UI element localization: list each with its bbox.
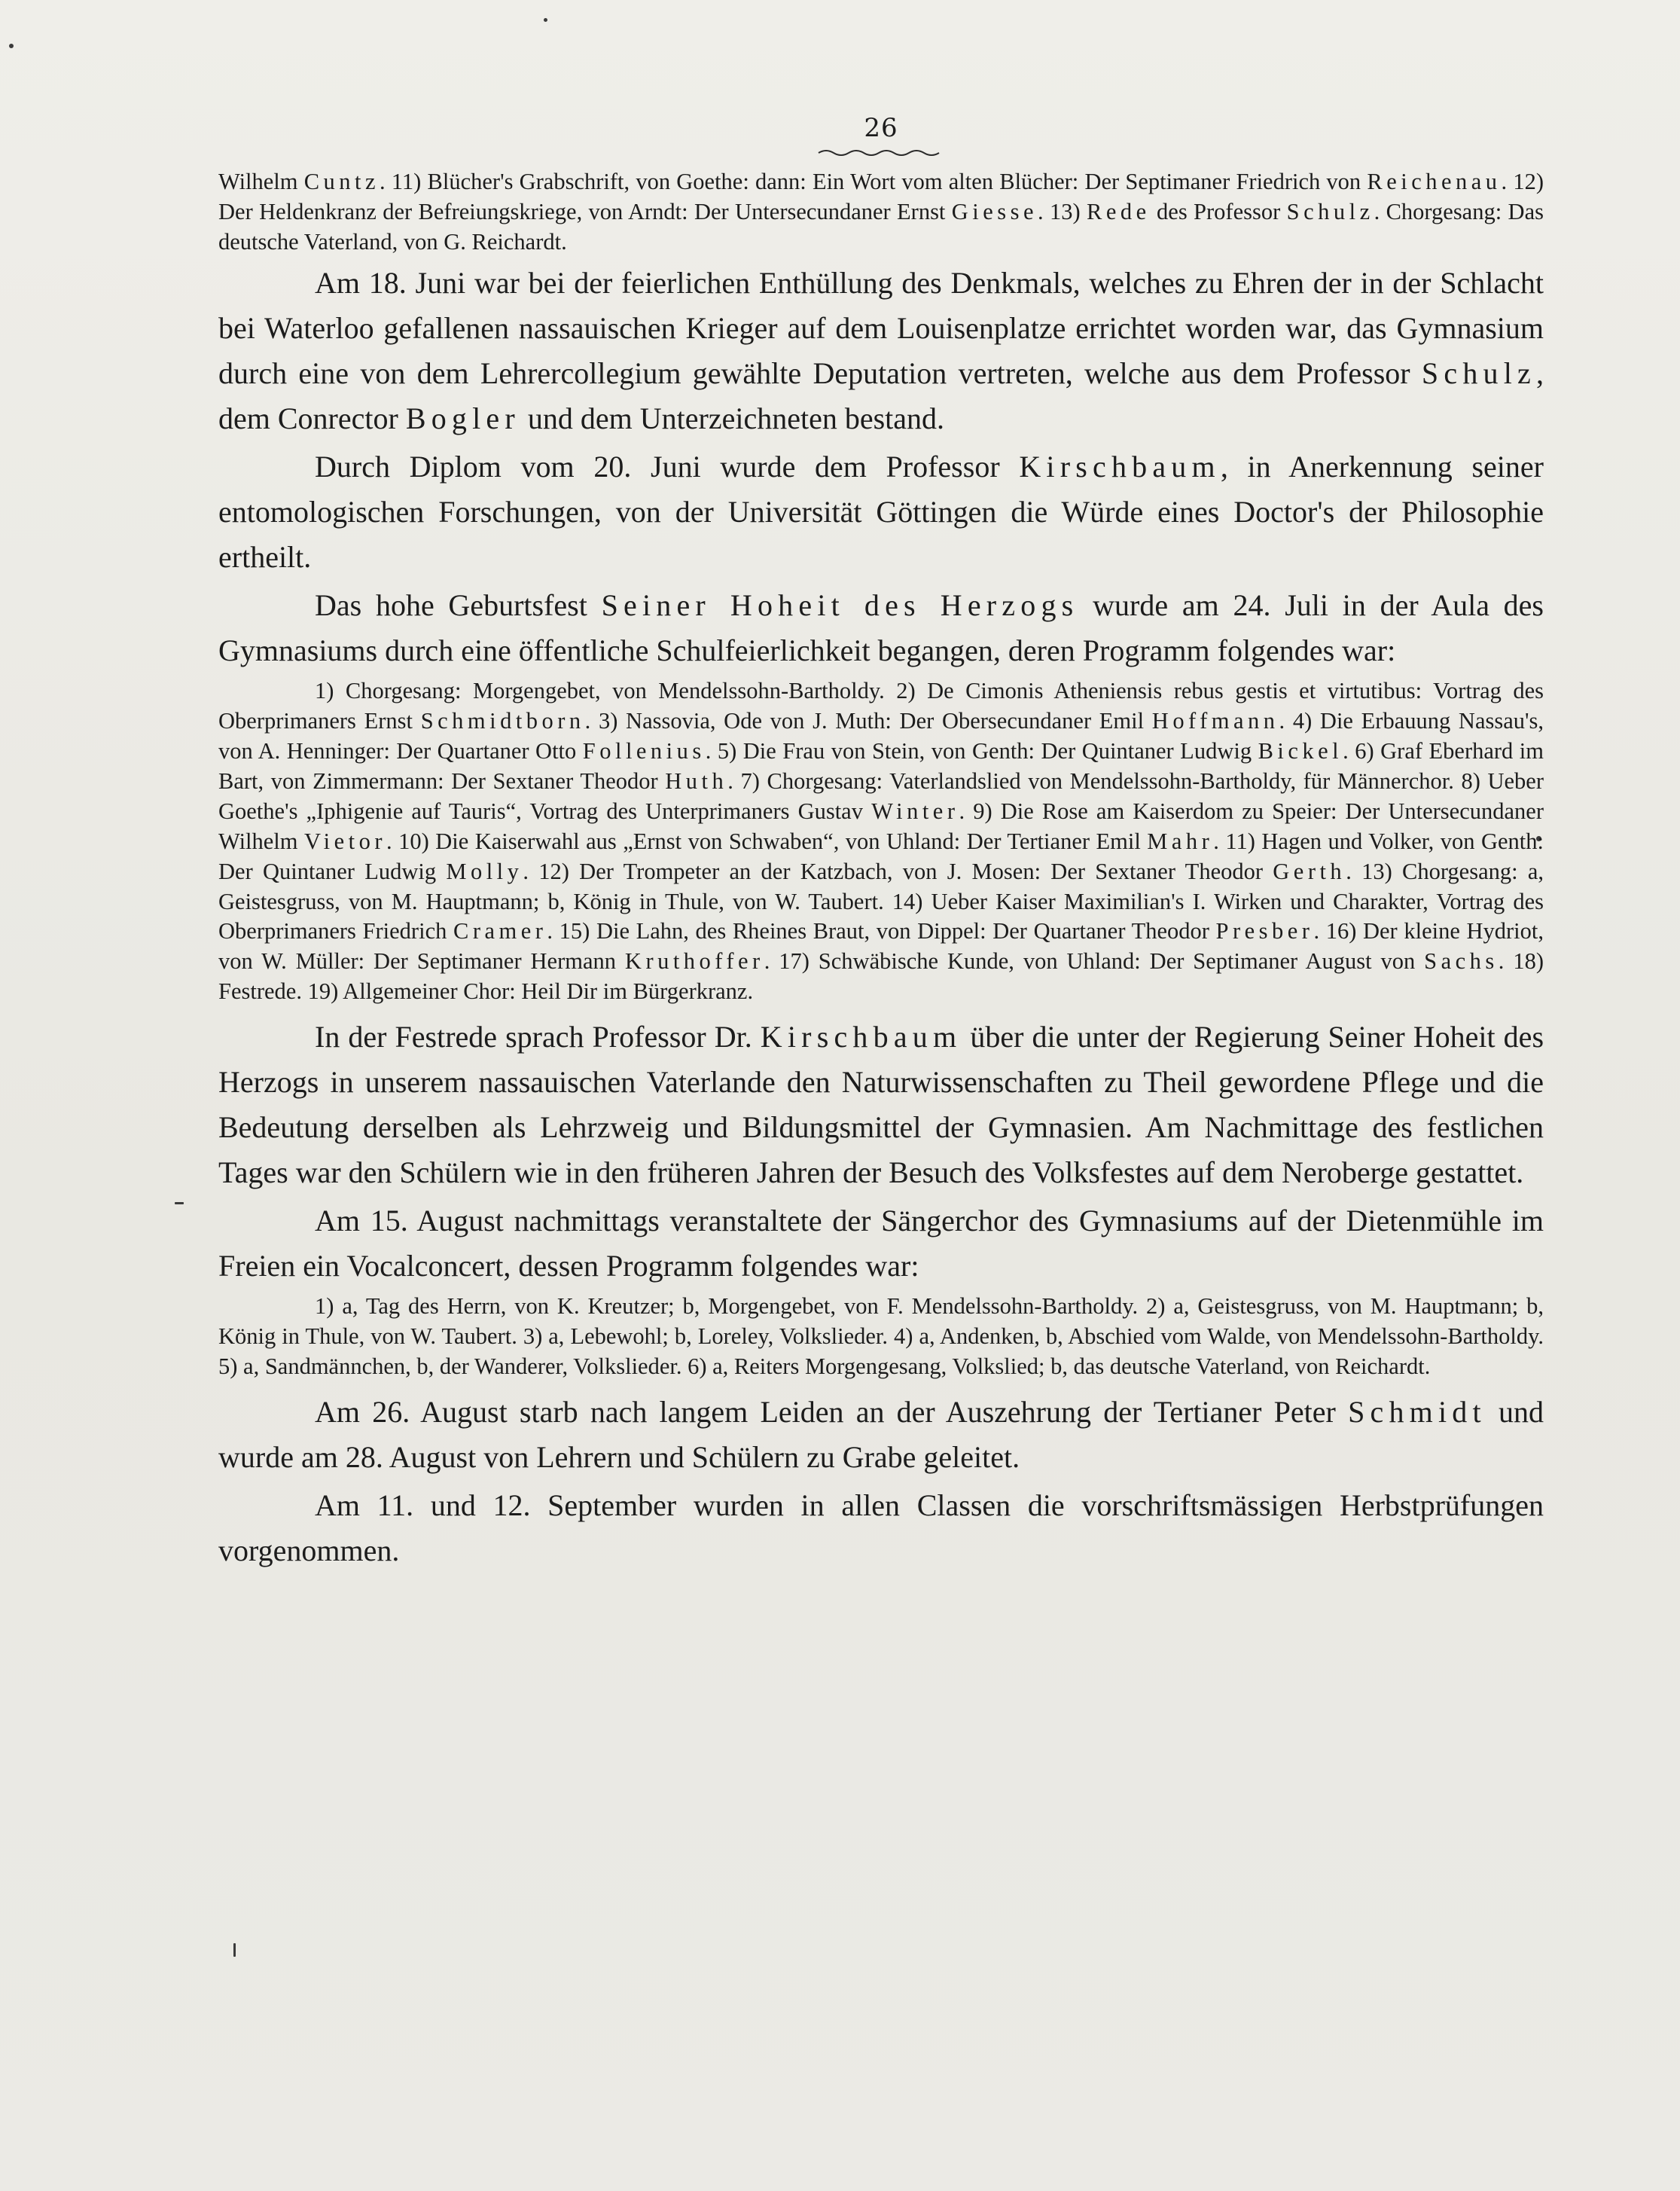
- paragraph-august-15: Am 15. August nachmittags veranstaltete der Sängerchor des Gymnasiums auf der Dietenmühle im Freien ein Vocalconcert, dessen Programm folgendes war:: [218, 1204, 1544, 1283]
- paragraph-august-26: Am 26. August starb nach langem Leiden an der Auszehrung der Tertianer Peter Schmidt und wurde am 28. August von Lehrern und Schülern zu Grabe geleitet.: [218, 1395, 1544, 1475]
- paragraph-juni-18: Am 18. Juni war bei der feierlichen Enthüllung des Denkmals, welches zu Ehren der in der Schlacht bei Waterloo gefallenen nassauischen Krieger auf dem Louisenplatze errichtet worden war, das Gymnasium durch eine von dem Lehrercollegium gewählte Deputation vertreten, welche aus dem Professor Schulz, dem Conrector Bogler und dem Unterzeichneten bestand.: [218, 265, 1544, 435]
- ink-speck: [175, 1202, 184, 1204]
- paragraph-diplom: Durch Diplom vom 20. Juni wurde dem Professor Kirschbaum, in Anerkennung seiner entomologischen Forschungen, von der Universität Göttingen die Würde eines Doctor's der Philosophie ertheilt.: [218, 449, 1544, 574]
- program-august: 1) a, Tag des Herrn, von K. Kreutzer; b, Morgengebet, von F. Mendelssohn-Bartholdy. 2) a, Geistesgruss, von M. Hauptmann; b, König in Thule, von W. Taubert. 3) a, Lebewohl; b, Loreley, Volkslieder. 4) a, Andenken, b, Abschied vom Walde, von Mendelssohn-Bartholdy. 5) a, Sandmännchen, b, der Wanderer, Volkslieder. 6) a, Reiters Morgengesang, Volkslied; b, das deutsche Vaterland, von Reichardt.: [218, 1293, 1544, 1380]
- page-number: 26: [864, 113, 898, 143]
- paragraph-geburtsfest: Das hohe Geburtsfest Seiner Hoheit des Herzogs wurde am 24. Juli in der Aula des Gymnasiums durch eine öffentliche Schulfeierlichkeit begangen, deren Programm folgendes war:: [218, 587, 1544, 667]
- page-content: [218, 113, 1544, 1576]
- ink-speck: [233, 1943, 236, 1957]
- ornament-rule: [817, 148, 945, 158]
- ink-speck: [544, 18, 547, 22]
- ink-speck: [9, 44, 14, 48]
- paragraph-september: Am 11. und 12. September wurden in allen Classen die vorschriftsmässigen Herbstprüfungen vorgenommen.: [218, 1488, 1544, 1568]
- intro-program-continuation: Wilhelm Cuntz. 11) Blücher's Grabschrift, von Goethe: dann: Ein Wort vom alten Blücher: Der Septimaner Friedrich von Reichenau. 12) Der Heldenkranz der Befreiungskriege, von Arndt: Der Untersecundaner Ernst Giesse. 13) Rede des Professor Schulz. Chorgesang: Das deutsche Vaterland, von G. Reichardt.: [218, 169, 1544, 255]
- paragraph-festrede: In der Festrede sprach Professor Dr. Kirschbaum über die unter der Regierung Seiner Hoheit des Herzogs in unserem nassauischen Vaterlande den Naturwissenschaften zu Theil gewordene Pflege und die Bedeutung derselben als Lehrzweig und Bildungsmittel der Gymnasien. Am Nachmittage des festlichen Tages war den Schülern wie in den früheren Jahren der Besuch des Volksfestes auf dem Neroberge gestattet.: [218, 1020, 1544, 1190]
- program-juli: 1) Chorgesang: Morgengebet, von Mendelssohn-Bartholdy. 2) De Cimonis Atheniensis rebus gestis et virtutibus: Vortrag des Oberprimaners Ernst Schmidtborn. 3) Nassovia, Ode von J. Muth: Der Obersecundaner Emil Hoffmann. 4) Die Erbauung Nassau's, von A. Henninger: Der Quartaner Otto Follenius. 5) Die Frau von Stein, von Genth: Der Quintaner Ludwig Bickel. 6) Graf Eberhard im Bart, von Zimmermann: Der Sextaner Theodor Huth. 7) Chorgesang: Vaterlandslied von Mendelssohn-Bartholdy, für Männerchor. 8) Ueber Goethe's „Iphigenie auf Tauris“, Vortrag des Unterprimaners Gustav Winter. 9) Die Rose am Kaiserdom zu Speier: Der Untersecundaner Wilhelm Vietor. 10) Die Kaiserwahl aus „Ernst von Schwaben“, von Uhland: Der Tertianer Emil Mahr. 11) Hagen und Volker, von Genth: Der Quintaner Ludwig Molly. 12) Der Trompeter an der Katzbach, von J. Mosen: Der Sextaner Theodor Gerth. 13) Chorgesang: a, Geistesgruss, von M. Hauptmann; b, König in Thule, von W. Taubert. 14) Ueber Kaiser Maximilian's I. Wirken und Charakter, Vortrag des Oberprimaners Friedrich Cramer. 15) Die Lahn, des Rheines Braut, von Dippel: Der Quartaner Theodor Presber. 16) Der kleine Hydriot, von W. Müller: Der Septimaner Hermann Kruthoffer. 17) Schwäbische Kunde, von Uhland: Der Septimaner August von Sachs. 18) Festrede. 19) Allgemeiner Chor: Heil Dir im Bürgerkranz.: [218, 677, 1544, 1005]
